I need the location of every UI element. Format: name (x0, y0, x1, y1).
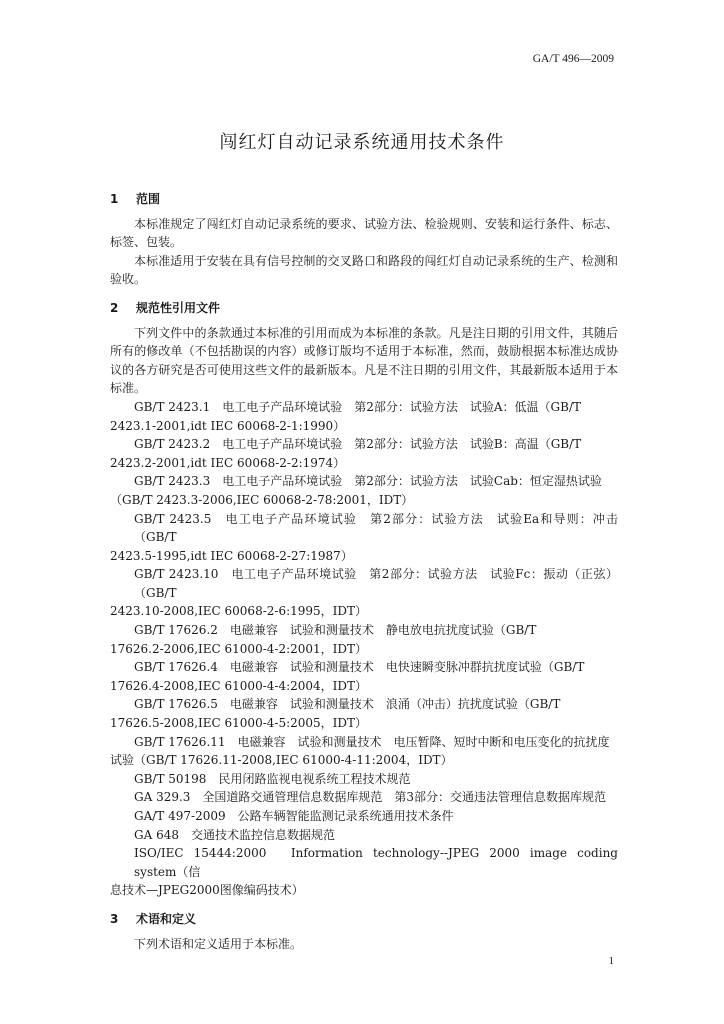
reference-line-1: GB/T 17626.2 电磁兼容 试验和测量技术 静电放电抗扰度试验（GB/T (134, 623, 537, 638)
reference-item (110, 621, 618, 658)
section-title: 规范性引用文件 (136, 300, 221, 315)
reference-line-2: 17626.2-2006,IEC 61000-4-2:2001，IDT） (110, 641, 368, 656)
reference-item (110, 788, 618, 807)
reference-item (110, 770, 618, 789)
section-heading-terms (110, 910, 618, 929)
reference-item (110, 472, 618, 509)
document-body (110, 190, 618, 953)
section-heading-normative-references (110, 299, 618, 318)
reference-item (110, 398, 618, 435)
section-number: 3 (110, 911, 119, 926)
reference-line-2: 2423.10-2008,IEC 60068-2-6:1995，IDT） (110, 604, 368, 619)
reference-line-1: GB/T 2423.5 电工电子产品环境试验 第2部分：试验方法 试验Ea和导则：冲击（GB/T (134, 511, 618, 545)
reference-line-2: 试验（GB/T 17626.11-2008,IEC 61000-4-11:2004，IDT） (110, 753, 453, 768)
reference-line-1: GA 648 交通技术监控信息数据规范 (134, 827, 335, 842)
reference-line-2: 2423.2-2001,idt IEC 60068-2-2:1974） (110, 455, 346, 470)
document-title: 闯红灯自动记录系统通用技术条件 (219, 132, 505, 153)
reference-item (110, 565, 618, 621)
reference-line-1: GB/T 2423.2 电工电子产品环境试验 第2部分：试验方法 试验B：高温（GB/T (134, 437, 582, 452)
reference-item (110, 807, 618, 826)
reference-item (110, 844, 618, 900)
reference-line-1: GB/T 2423.3 电工电子产品环境试验 第2部分：试验方法 试验Cab：恒定湿热试验 (134, 474, 602, 489)
reference-item (110, 435, 618, 472)
reference-item (110, 658, 618, 695)
reference-item (110, 826, 618, 845)
section-title: 术语和定义 (136, 911, 197, 926)
paragraph: 本标准适用于安装在具有信号控制的交叉路口和路段的闯红灯自动记录系统的生产、检测和验收。 (110, 253, 618, 287)
section-title: 范围 (136, 192, 161, 206)
section-number: 2 (110, 300, 119, 315)
paragraph: 本标准规定了闯红灯自动记录系统的要求、试验方法、检验规则、安装和运行条件、标志、标签、包装。 (110, 216, 618, 250)
reference-line-2: （GB/T 2423.3-2006,IEC 60068-2-78:2001，IDT） (110, 492, 414, 507)
reference-line-1: GB/T 50198 民用闭路监视电视系统工程技术规范 (134, 771, 411, 786)
reference-line-1: GB/T 17626.5 电磁兼容 试验和测量技术 浪涌（冲击）抗扰度试验（GB/T (134, 697, 561, 712)
reference-line-1: ISO/IEC 15444:2000 Information technology--JPEG 2000 image coding system（信 (134, 846, 618, 879)
reference-line-2: 2423.5-1995,idt IEC 60068-2-27:1987） (110, 548, 353, 563)
reference-item (110, 695, 618, 732)
reference-line-2: 17626.4-2008,IEC 61000-4-4:2004，IDT） (110, 678, 368, 693)
reference-item (110, 733, 618, 770)
reference-line-1: GB/T 17626.11 电磁兼容 试验和测量技术 电压暂降、短时中断和电压变化的抗扰度 (134, 734, 610, 749)
standard-number: GA/T 496—2009 (532, 53, 614, 65)
reference-line-2: 2423.1-2001,idt IEC 60068-2-1:1990） (110, 418, 346, 433)
reference-line-1: GA 329.3 全国道路交通管理信息数据库规范 第3部分：交通违法管理信息数据库规范 (134, 790, 607, 805)
paragraph: 下列文件中的条款通过本标准的引用而成为本标准的条款。凡是注日期的引用文件，其随后所有的修改单（不包括勘误的内容）或修订版均不适用于本标准，然而，鼓励根据本标准达成协议的各方研究是否可使用这些文件的最新版本。凡是不注日期的引用文件，其最新版本适用于本标准。 (110, 325, 618, 396)
reference-line-1: GA/T 497-2009 公路车辆智能监测记录系统通用技术条件 (134, 809, 454, 823)
reference-list (110, 398, 618, 900)
section-number: 1 (110, 192, 119, 206)
reference-line-1: GB/T 2423.1 电工电子产品环境试验 第2部分：试验方法 试验A：低温（GB/T (134, 399, 582, 414)
page-number: 1 (608, 955, 614, 967)
reference-line-2: 17626.5-2008,IEC 61000-4-5:2005，IDT） (110, 716, 368, 731)
reference-line-2: 息技术—JPEG2000图像编码技术） (110, 883, 304, 898)
section-heading-scope (110, 190, 618, 209)
reference-item (110, 510, 618, 566)
paragraph: 下列术语和定义适用于本标准。 (134, 936, 303, 951)
reference-line-1: GB/T 2423.10 电工电子产品环境试验 第2部分：试验方法 试验Fc：振动（正弦）（GB/T (134, 567, 618, 600)
reference-line-1: GB/T 17626.4 电磁兼容 试验和测量技术 电快速瞬变脉冲群抗扰度试验（GB/T (134, 660, 585, 675)
